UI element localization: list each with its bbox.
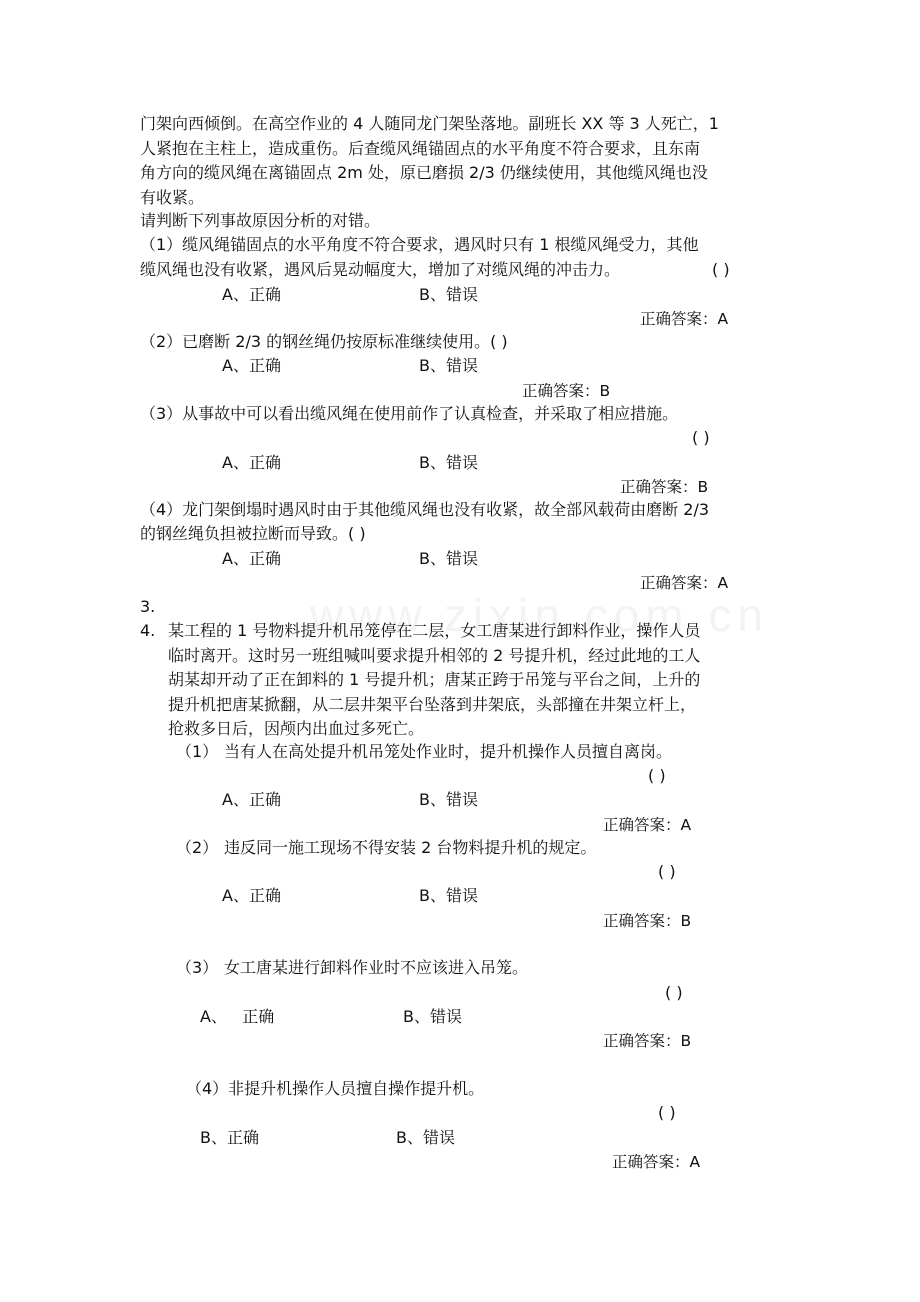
option-a[interactable]: B、正确 [200,1128,259,1147]
option-b[interactable]: B、错误 [396,1128,455,1147]
correct-answer: 正确答案：B [620,478,709,496]
case4-paragraph [168,619,788,742]
option-a[interactable]: A、正确 [222,886,281,905]
option-b[interactable]: B、错误 [419,285,478,304]
option-b[interactable]: B、错误 [403,1007,462,1026]
answer-blank: ( ) [658,1103,676,1122]
correct-answer: 正确答案：A [640,574,729,592]
question-text: 女工唐某进行卸料作业时不应该进入吊笼。 [224,958,529,977]
case2-paragraph [140,112,788,210]
paragraph-line: 临时离开。这时另一班组喊叫要求提升相邻的 2 号提升机，经过此地的工人 [168,645,701,665]
paragraph-line: 抢救多日后，因颅内出血过多死亡。 [168,719,425,738]
question-text: 缆风绳也没有收紧，遇风后晃动幅度大，增加了对缆风绳的冲击力。 [140,260,621,279]
option-b[interactable]: B、错误 [419,549,478,568]
option-b[interactable]: B、错误 [419,453,478,472]
paragraph-line: 门架向西倾倒。在高空作业的 4 人随同龙门架坠落地。副班长 XX 等 3 人死亡，1 [140,114,719,133]
correct-answer: 正确答案：B [603,912,692,930]
option-b[interactable]: B、错误 [419,790,478,809]
question-text: （4）龙门架倒塌时遇风时由于其他缆风绳也没有收紧，故全部风载荷由磨断 2/3 [140,500,710,519]
question-text: （4）非提升机操作人员擅自操作提升机。 [186,1079,485,1098]
paragraph-line: 提升机把唐某掀翻，从二层井架平台坠落到井架底，头部撞在井架立杆上， [168,694,697,714]
question-text: 当有人在高处提升机吊笼处作业时，提升机操作人员擅自离岗。 [224,742,673,761]
correct-answer: 正确答案：A [640,310,729,328]
question-text: （1）缆风绳锚固点的水平角度不符合要求，遇风时只有 1 根缆风绳受力，其他 [140,235,699,254]
question-text: 违反同一施工现场不得安装 2 台物料提升机的规定。 [224,838,597,857]
answer-blank: ( ) [712,260,730,279]
answer-blank: ( ) [665,983,683,1002]
option-b[interactable]: B、错误 [419,356,478,375]
instruction: 请判断下列事故原因分析的对错。 [140,211,381,230]
correct-answer: 正确答案：B [522,382,611,400]
question-text: （2）已磨断 2/3 的钢丝绳仍按原标准继续使用。( ) [140,332,508,351]
question-label: （1） [176,742,219,761]
correct-answer: 正确答案：A [612,1153,701,1171]
question-text: （3）从事故中可以看出缆风绳在使用前作了认真检查，并采取了相应措施。 [140,404,679,423]
answer-blank: ( ) [692,428,710,447]
paragraph-line: 角方向的缆风绳在离锚固点 2m 处，原已磨损 2/3 仍继续使用，其他缆风绳也没 [140,163,708,182]
option-a[interactable]: A、正确 [222,549,281,568]
option-a[interactable]: A、正确 [222,356,281,375]
paragraph-line: 人紧抱在主柱上，造成重伤。后查缆风绳锚固点的水平角度不符合要求，且东南 [140,138,701,158]
option-a[interactable]: A、正确 [222,790,281,809]
paragraph-line: 胡某却开动了正在卸料的 1 号提升机；唐某正跨于吊笼与平台之间，上升的 [168,670,701,689]
correct-answer: 正确答案：A [603,816,692,834]
answer-blank: ( ) [658,862,676,881]
option-a[interactable]: A、正确 [222,285,281,304]
question-text: 的钢丝绳负担被拉断而导致。( ) [140,524,366,543]
answer-blank: ( ) [648,766,666,785]
paragraph-line: 某工程的 1 号物料提升机吊笼停在二层，女工唐某进行卸料作业，操作人员 [168,621,701,640]
option-b[interactable]: B、错误 [419,886,478,905]
item-number: 4. [140,621,156,640]
paragraph-line: 有收紧。 [140,187,205,207]
question-label: （2） [176,838,219,857]
option-a[interactable]: A、 正确 [200,1007,275,1026]
option-a[interactable]: A、正确 [222,453,281,472]
correct-answer: 正确答案：B [603,1032,692,1050]
item-number: 3. [140,597,156,616]
question-label: （3） [176,958,219,977]
